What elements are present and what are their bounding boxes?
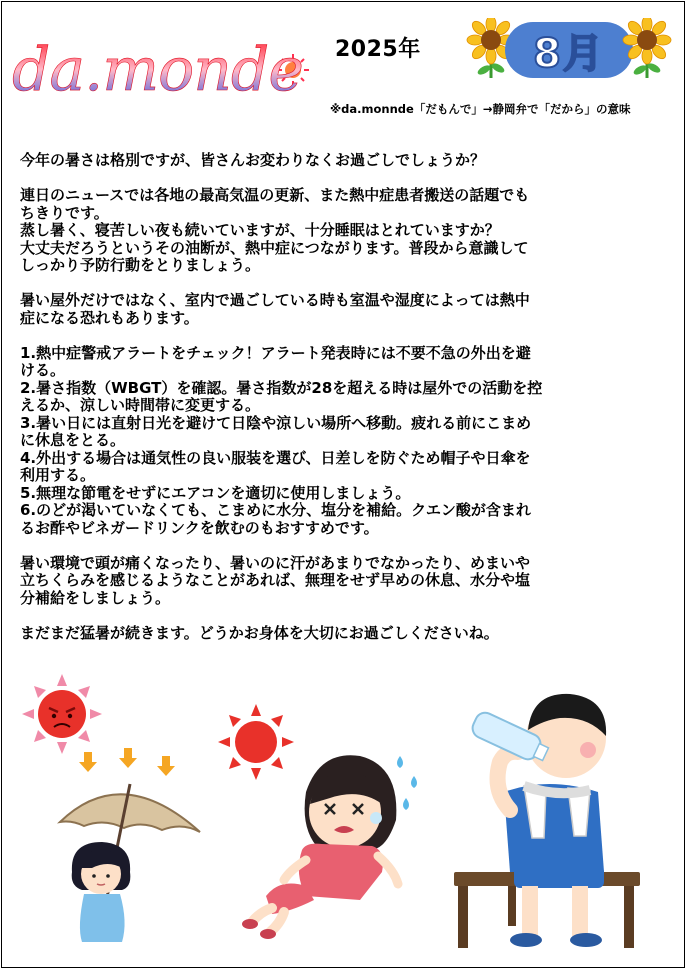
tip-line: 1.熱中症警戒アラートをチェック！アラート発表時には不要不急の外出を避 <box>20 343 531 362</box>
drinking-boy-illustration <box>448 680 653 955</box>
sunflower-icon <box>622 18 672 80</box>
umbrella-girl-illustration <box>12 672 212 952</box>
tip-line: 利用する。 <box>20 466 96 484</box>
text-line: ちきりです。 <box>20 203 109 222</box>
text-line: 大丈夫だろうというその油断が、熱中症につながります。普段から意識して <box>20 238 529 257</box>
sun-icon <box>218 704 294 780</box>
tips-list <box>20 345 660 538</box>
text-line: 暑い環境で頭が痛くなったり、暑いのに汗があまりでなかったり、めまいや <box>20 553 531 572</box>
tip-line: 4.外出する場合は通気性の良い服装を選び、日差しを防ぐため帽子や日傘を <box>20 448 531 467</box>
tip-line: 3.暑い日には直射日光を避けて日陰や涼しい場所へ移動。疲れる前にこまめ <box>20 413 532 432</box>
tip-line: に休息をとる。 <box>20 431 126 449</box>
paragraph-news <box>20 187 660 275</box>
tip-line: るお酢やビネガードリンクを飲むのもおすすめです。 <box>20 518 379 537</box>
tip-line: 6.のどが渇いていなくても、こまめに水分、塩分を補給。クエン酸が含まれ <box>20 501 531 519</box>
paragraph-indoor <box>20 292 660 327</box>
text-line: 分補給をしましょう。 <box>20 588 171 607</box>
text-line: 暑い屋外だけではなく、室内で過ごしている時も室温や湿度によっては熱中 <box>20 291 530 309</box>
meaning-note: ※da.monnde「だもんで」→静岡弁で「だから」の意味 <box>330 102 631 116</box>
intro-text: 今年の暑さは格別ですが、皆さんお変わりなくお過ごしでしょうか？ <box>20 151 486 169</box>
tip-line: えるか、涼しい時間帯に変更する。 <box>20 396 261 414</box>
month-label: 8月 <box>533 30 605 77</box>
paragraph-symptoms <box>20 555 660 608</box>
tip-line: 2.暑さ指数（WBGT）を確認。暑さ指数が28を超える時は屋外での活動を控 <box>20 378 543 397</box>
month-badge <box>505 22 633 78</box>
tip-line: ける。 <box>20 361 66 379</box>
article-body <box>20 152 660 660</box>
text-line: 連日のニュースでは各地の最高気温の更新、また熱中症患者搬送の話題でも <box>20 186 530 204</box>
logo-text: da.monde <box>12 35 303 105</box>
year-label: 2025年 <box>335 37 421 62</box>
closing-text: まだまだ猛暑が続きます。どうかお身体を大切にお過ごしくださいね。 <box>20 623 499 642</box>
text-line: 蒸し暑く、寝苦しい夜も続いていますが、十分睡眠はとれていますか？ <box>20 221 500 239</box>
text-line: しっかり予防行動をとりましょう。 <box>20 256 261 274</box>
logo <box>10 28 310 108</box>
text-line: 症になる恐れもあります。 <box>20 308 199 327</box>
angry-sun-icon <box>22 674 102 754</box>
dizzy-girl-illustration <box>210 700 440 940</box>
text-line: 立ちくらみを感じるようなことがあれば、無理をせず早めの休息、水分や塩 <box>20 571 531 589</box>
tip-line: 5.無理な節電をせずにエアコンを適切に使用しましょう。 <box>20 483 411 502</box>
